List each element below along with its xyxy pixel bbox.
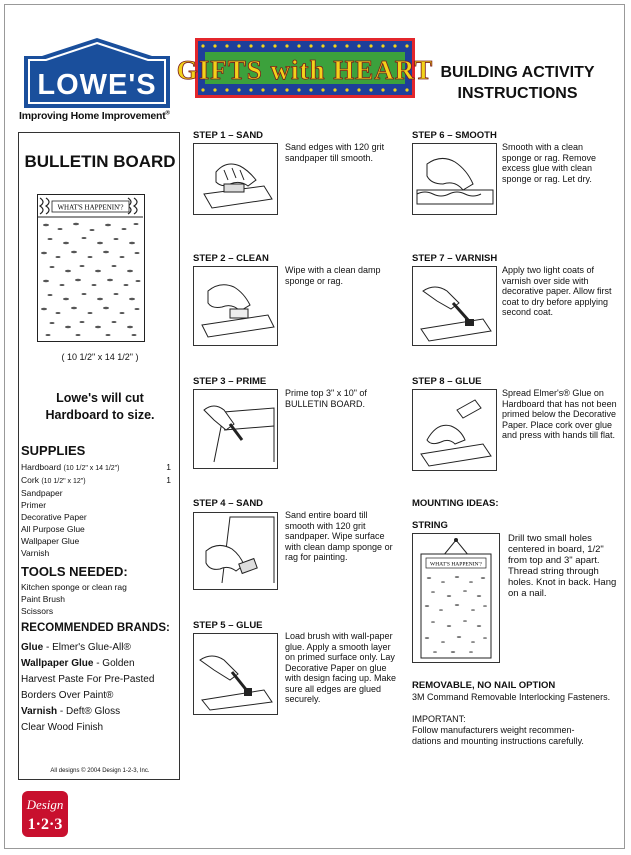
supply-item: Primer (21, 500, 47, 510)
step-1-text: Sand edges with 120 grit sandpaper till smooth. (285, 142, 385, 163)
step-4-illustration (193, 512, 278, 590)
bulletin-board-illustration (37, 194, 145, 342)
svg-text:GIFTS with HEART: GIFTS with HEART (176, 55, 434, 85)
string-heading: STRING (412, 520, 448, 531)
step-4-heading: STEP 4 – SAND (193, 498, 264, 509)
string-mount-illustration (412, 533, 500, 663)
supply-item: Sandpaper (21, 488, 63, 498)
removable-text: 3M Command Removable Interlocking Fasteners. (412, 692, 611, 702)
copyright: All designs © 2004 Design 1-2-3, Inc. (50, 768, 150, 774)
step-3-text: Prime top 3" x 10" of BULLETIN BOARD. (285, 388, 367, 409)
brand-line: Glue - Elmer's Glue-All® (21, 642, 131, 653)
brand-line: Varnish - Deft® Gloss (21, 706, 121, 717)
svg-text:1·2·3: 1·2·3 (27, 816, 63, 833)
svg-text:LOWE'S: LOWE'S (37, 69, 157, 101)
svg-text:WHAT'S HAPPENIN'?: WHAT'S HAPPENIN'? (430, 561, 482, 568)
step-2-illustration (193, 266, 278, 346)
step-8-heading: STEP 8 – GLUE (412, 376, 482, 387)
supply-item: Decorative Paper (21, 512, 87, 522)
step-7-illustration (412, 266, 497, 346)
step-3-heading: STEP 3 – PRIME (193, 376, 267, 387)
step-5-illustration (193, 633, 278, 715)
project-title: BULLETIN BOARD (24, 152, 176, 171)
step-1-heading: STEP 1 – SAND (193, 130, 264, 141)
step-1-illustration (193, 143, 278, 215)
important-label: IMPORTANT: (412, 714, 466, 724)
step-6-text: Smooth with a clean sponge or rag. Remove excess glue with clean sponge or rag. Let dry. (502, 142, 597, 184)
step-3-illustration (193, 389, 278, 469)
string-text: Drill two small holes centered in board, 1/2" from top and 3" apart. Thread string through holes. Knot in back. Hang on a nail. (508, 533, 617, 599)
cut-note: Lowe's will cut Hardboard to size. (45, 391, 155, 422)
step-4-text: Sand entire board till smooth with 120 grit sandpaper. Wipe surface with clean damp sponge or rag for painting. (285, 510, 393, 562)
step-2-text: Wipe with a clean damp sponge or rag. (285, 265, 381, 286)
svg-text:WHAT'S HAPPENIN'?: WHAT'S HAPPENIN'? (57, 203, 124, 212)
supply-item: Wallpaper Glue (21, 536, 80, 546)
important-text: Follow manufacturers weight recommen-dations and mounting instructions carefully. (412, 725, 584, 746)
step-7-text: Apply two light coats of varnish over side with decorative paper. Allow first coat to dry before applying second coat. (502, 265, 612, 317)
svg-text:Design: Design (26, 797, 64, 812)
brands-heading: RECOMMENDED BRANDS: (21, 622, 170, 634)
step-5-text: Load brush with wall-paper glue. Apply a smooth layer on primed surface only. Lay Decorative Paper on glue with design facing up. Make sure all edges are glued securely. (285, 631, 397, 704)
tool-item: Kitchen sponge or clean rag (21, 582, 127, 592)
board-size: ( 10 1/2" x 14 1/2" ) (61, 352, 139, 362)
gifts-with-heart-banner (176, 38, 434, 98)
supply-item: Hardboard (10 1/2" x 14 1/2") 1 (21, 462, 171, 472)
supplies-heading: SUPPLIES (21, 443, 86, 458)
supply-item: Varnish (21, 548, 50, 558)
step-8-illustration (412, 389, 497, 471)
step-5-heading: STEP 5 – GLUE (193, 620, 263, 631)
supply-item: Cork (10 1/2" x 12") 1 (21, 475, 171, 485)
tool-item: Scissors (21, 606, 54, 616)
lowes-logo (22, 36, 172, 110)
page-title: BUILDING ACTIVITY INSTRUCTIONS (440, 64, 595, 102)
step-7-heading: STEP 7 – VARNISH (412, 253, 498, 264)
brand-line: Borders Over Paint® (21, 690, 114, 701)
step-6-illustration (412, 143, 497, 215)
brand-line: Wallpaper Glue - Golden (21, 658, 135, 669)
supply-item: All Purpose Glue (21, 524, 85, 534)
step-2-heading: STEP 2 – CLEAN (193, 253, 269, 264)
brand-line: Clear Wood Finish (21, 722, 104, 733)
brand-line: Harvest Paste For Pre-Pasted (21, 674, 155, 685)
step-8-text: Spread Elmer's® Glue on Hardboard that has not been primed below the Decorative Paper. Place cork over glue and press with hands till flat. (502, 388, 617, 440)
tools-heading: TOOLS NEEDED: (21, 564, 128, 579)
step-6-heading: STEP 6 – SMOOTH (412, 130, 497, 141)
design-123-logo (21, 790, 69, 838)
mounting-heading: MOUNTING IDEAS: (412, 498, 499, 509)
brands-list (21, 640, 179, 736)
tagline: Improving Home Improvement® (19, 110, 170, 122)
tool-item: Paint Brush (21, 594, 65, 604)
removable-heading: REMOVABLE, NO NAIL OPTION (412, 680, 556, 691)
